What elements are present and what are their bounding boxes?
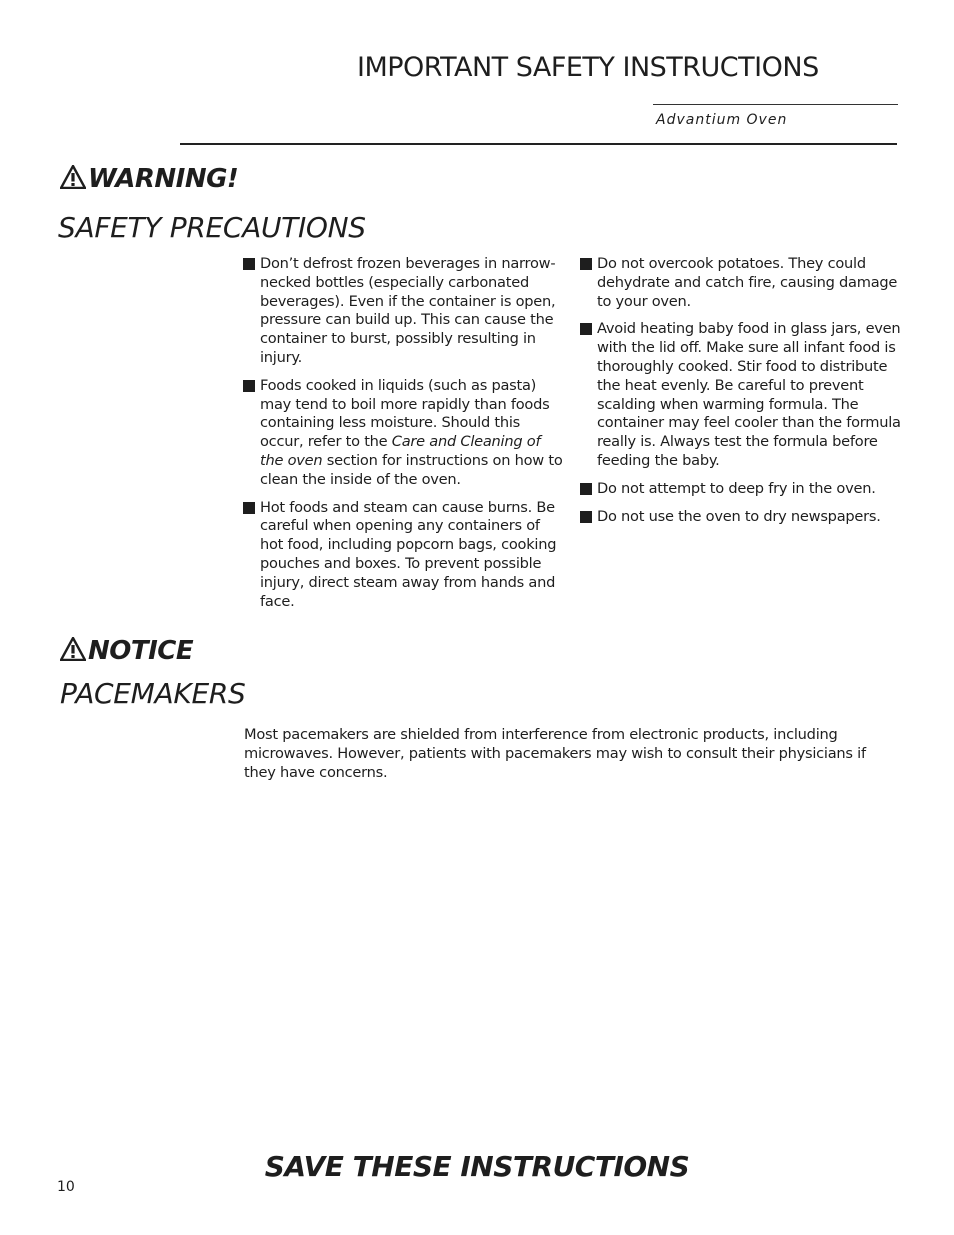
warning-triangle-icon [60, 637, 86, 661]
list-item [580, 508, 902, 527]
precautions-left-column [243, 255, 565, 620]
product-subtitle: Advantium Oven [656, 112, 788, 128]
care-cleaning-reference: Care and Cleaning of the oven [260, 433, 541, 469]
warning-heading [60, 164, 238, 194]
list-item-text: Do not overcook potatoes. They could dehydrate and catch fire, causing damage to your oven. [597, 255, 898, 310]
bullet-square-icon [243, 258, 255, 270]
notice-label: NOTICE [88, 636, 194, 666]
pacemakers-body: Most pacemakers are shielded from interference from electronic products, including microwaves. However, patients with pacemakers may wish to consult their physicians if they have concerns. [244, 726, 866, 781]
bullet-square-icon [243, 502, 255, 514]
bullet-square-icon [243, 380, 255, 392]
list-item-text-start: Foods cooked in liquids (such as pasta) may tend to boil more rapidly than foods containing less moisture. Should this occur, refer to the [260, 376, 550, 451]
bullet-square-icon [580, 258, 592, 270]
precautions-right-column [580, 255, 902, 535]
list-item [580, 255, 902, 311]
list-item [243, 255, 565, 368]
pacemakers-title: PACEMAKERS [60, 677, 246, 710]
bullet-square-icon [580, 323, 592, 335]
safety-precautions-title: SAFETY PRECAUTIONS [58, 211, 366, 244]
list-item [243, 377, 565, 490]
list-item-text: Do not attempt to deep fry in the oven. [597, 479, 876, 497]
header-divider-short [653, 104, 898, 105]
list-item-text: Avoid heating baby food in glass jars, even with the lid off. Make sure all infant food is thoroughly cooked. Stir food to distribute the heat evenly. Be careful to prevent scalding when warming formula. The container may feel cooler than the formula really is. Always test the formula before feeding the baby. [597, 320, 901, 469]
list-item [580, 480, 902, 499]
list-item-text: Hot foods and steam can cause burns. Be careful when opening any containers of hot food, including popcorn bags, cooking pouches and boxes. To prevent possible injury, direct steam away from hands and face. [260, 498, 557, 610]
bullet-square-icon [580, 511, 592, 523]
bullet-square-icon [580, 483, 592, 495]
notice-heading [60, 636, 193, 666]
save-instructions-footer: SAVE THESE INSTRUCTIONS [264, 1150, 690, 1183]
list-item [243, 499, 565, 612]
list-item-text: Do not use the oven to dry newspapers. [597, 507, 881, 525]
list-item-text: Don’t defrost frozen beverages in narrow-necked bottles (especially carbonated beverages). Even if the container is open, pressure can build up. This can cause the container to burst, possibly resulting in injury. [260, 255, 556, 366]
warning-label: WARNING! [88, 164, 239, 194]
header-divider [180, 143, 897, 145]
warning-triangle-icon [60, 165, 86, 189]
page-number: 10 [57, 1179, 75, 1195]
list-item [580, 320, 902, 470]
page-title: IMPORTANT SAFETY INSTRUCTIONS [357, 52, 819, 83]
list-item-text-end: section for instructions on how to clean the inside of the oven. [260, 451, 563, 488]
